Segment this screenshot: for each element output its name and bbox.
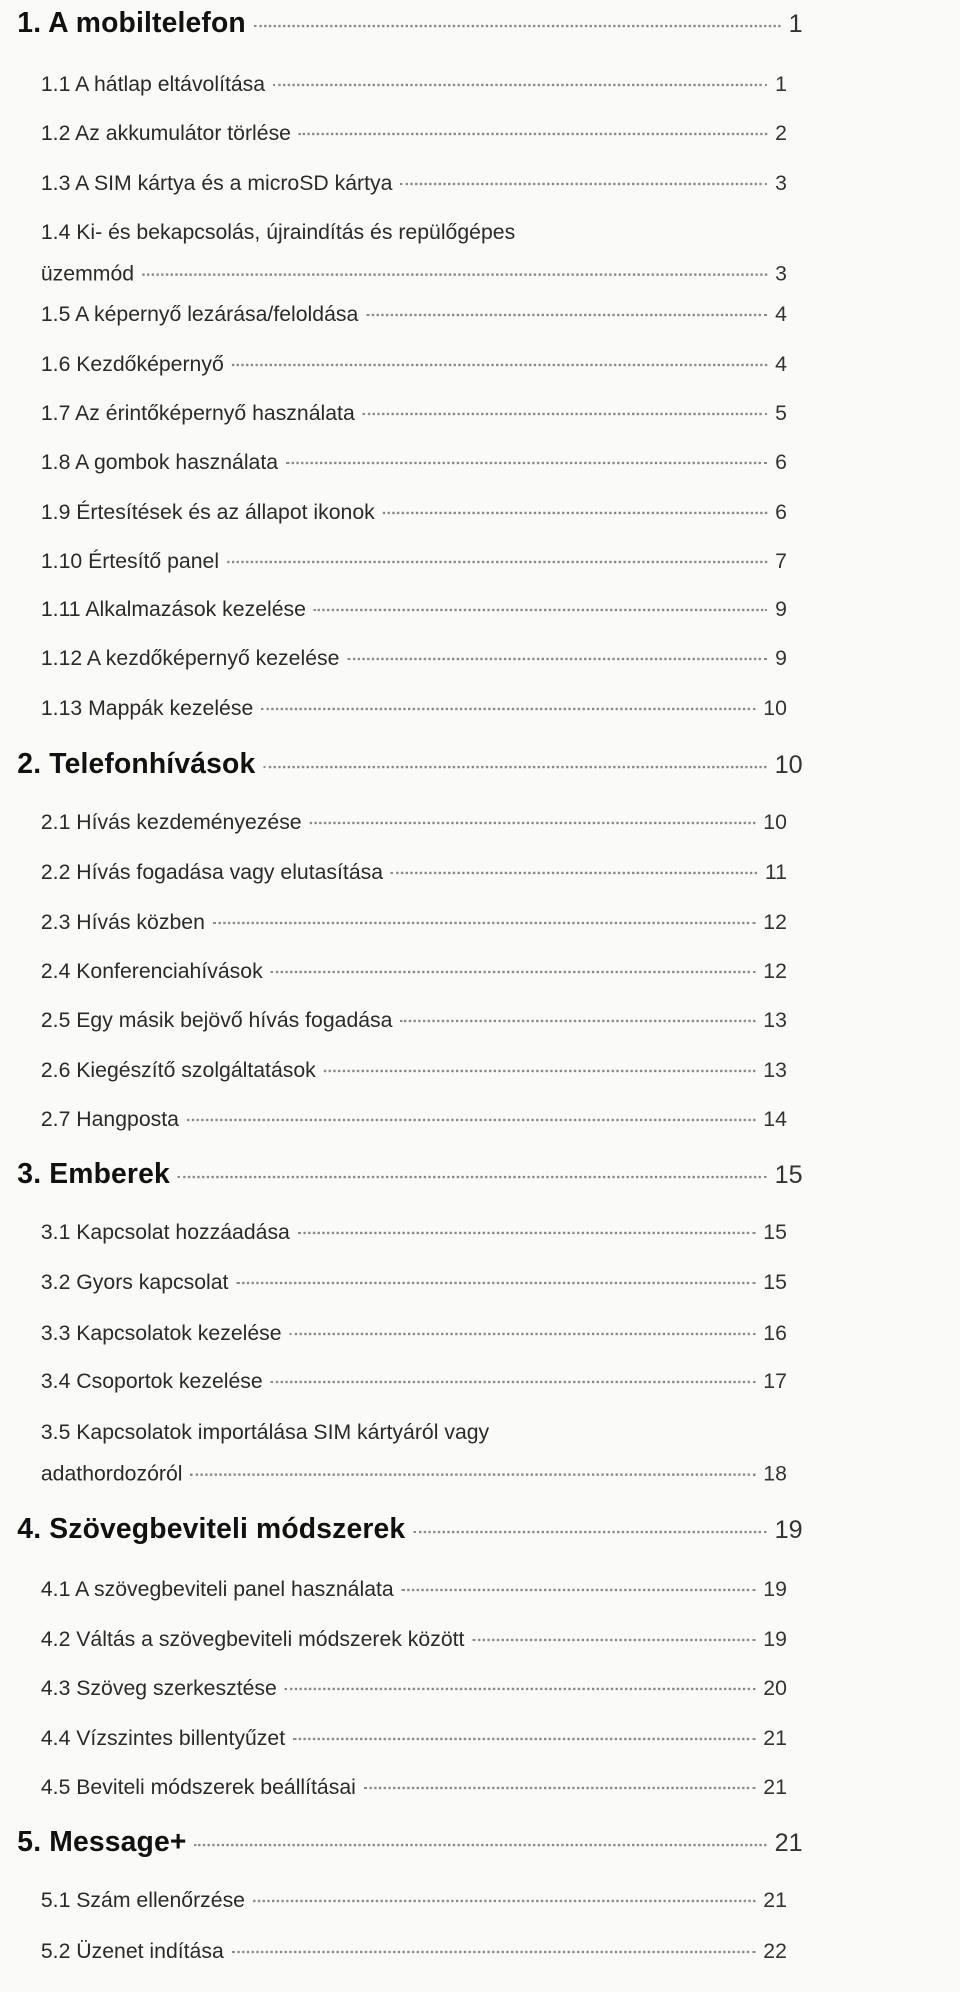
- toc-section[interactable]: [0, 1627, 960, 1651]
- toc-page-number: 6: [775, 500, 787, 524]
- toc-section[interactable]: [0, 1369, 960, 1393]
- toc-chapter[interactable]: [0, 1825, 960, 1858]
- toc-page-number: 14: [763, 1107, 787, 1131]
- dot-leader: [142, 270, 767, 276]
- toc-page-number: 10: [763, 696, 787, 720]
- toc-label: 4.5 Beviteli módszerek beállításai: [40, 1775, 356, 1799]
- toc-page-number: 7: [775, 549, 787, 573]
- toc-label: 2.6 Kiegészítő szolgáltatások: [40, 1058, 316, 1082]
- toc-label: 1.12 A kezdőképernyő kezelése: [40, 646, 340, 670]
- dot-leader: [402, 1586, 756, 1592]
- toc-label: 1.2 Az akkumulátor törlése: [40, 121, 291, 145]
- toc-section[interactable]: [0, 1107, 960, 1131]
- toc-label: 1.6 Kezdőképernyő: [40, 352, 224, 376]
- toc-page-number: 19: [763, 1627, 787, 1651]
- toc-label: 5. Message+: [17, 1825, 187, 1858]
- dot-leader: [271, 968, 756, 974]
- toc-page-number: 6: [775, 450, 787, 474]
- toc-section[interactable]: [0, 220, 960, 286]
- dot-leader: [314, 606, 767, 612]
- toc-label: 4. Szövegbeviteli módszerek: [17, 1512, 406, 1545]
- toc-chapter[interactable]: [0, 1512, 960, 1545]
- toc-page-number: 15: [763, 1220, 787, 1244]
- toc-section[interactable]: [0, 696, 960, 720]
- dot-leader: [299, 130, 767, 136]
- toc-page-number: 9: [775, 646, 787, 670]
- toc-page-number: 15: [763, 1270, 787, 1294]
- toc-section[interactable]: [0, 500, 960, 524]
- toc-section[interactable]: [0, 352, 960, 376]
- toc-section[interactable]: [0, 1775, 960, 1799]
- toc-page-number: 10: [763, 810, 787, 834]
- toc-section[interactable]: [0, 910, 960, 934]
- toc-page-number: 21: [763, 1775, 787, 1799]
- dot-leader: [227, 558, 767, 564]
- toc-label: 3. Emberek: [17, 1157, 170, 1190]
- toc-label: 1.3 A SIM kártya és a microSD kártya: [40, 171, 393, 195]
- toc-label: 5.1 Szám ellenőrzése: [40, 1888, 245, 1912]
- dot-leader: [236, 1279, 755, 1285]
- toc-page-number: 16: [763, 1321, 787, 1345]
- dot-leader: [324, 1067, 756, 1073]
- toc-page-number: 13: [763, 1058, 787, 1082]
- toc-label: 1.5 A képernyő lezárása/feloldása: [40, 302, 359, 326]
- dot-leader: [400, 1017, 755, 1023]
- toc-section[interactable]: [0, 401, 960, 425]
- toc-page-number: 20: [763, 1676, 787, 1700]
- toc-label: 1.7 Az érintőképernyő használata: [40, 401, 355, 425]
- dot-leader: [309, 819, 755, 825]
- toc-page-number: 15: [774, 1160, 803, 1189]
- toc-label: 1.11 Alkalmazások kezelése: [40, 597, 306, 621]
- toc-label: 4.2 Váltás a szövegbeviteli módszerek között: [40, 1627, 465, 1651]
- toc-page-number: 4: [775, 352, 787, 376]
- toc-label: 3.3 Kapcsolatok kezelése: [40, 1321, 282, 1345]
- dot-leader: [472, 1636, 755, 1642]
- dot-leader: [263, 763, 767, 769]
- toc-label: 2.4 Konferenciahívások: [40, 959, 263, 983]
- toc-label: 1.1 A hátlap eltávolítása: [40, 72, 266, 96]
- dot-leader: [400, 180, 767, 186]
- dot-leader: [187, 1116, 756, 1122]
- toc-label: 3.1 Kapcsolat hozzáadása: [40, 1220, 290, 1244]
- toc-page-number: 5: [775, 401, 787, 425]
- toc-page-number: 3: [775, 261, 787, 286]
- toc-label: 2.1 Hívás kezdeményezése: [40, 810, 302, 834]
- dot-leader: [364, 1784, 756, 1790]
- toc-label: 1.10 Értesítő panel: [40, 549, 220, 573]
- dot-leader: [273, 81, 767, 87]
- dot-leader: [289, 1330, 755, 1336]
- toc-label: 2.7 Hangposta: [40, 1107, 179, 1131]
- dot-leader: [271, 1378, 756, 1384]
- toc-section[interactable]: [0, 810, 960, 834]
- dot-leader: [254, 22, 781, 28]
- toc-page-number: 19: [774, 1515, 803, 1544]
- toc-label: 4.1 A szövegbeviteli panel használata: [40, 1577, 394, 1601]
- toc-label: 1.8 A gombok használata: [40, 450, 279, 474]
- toc-page-number: 10: [774, 750, 803, 779]
- toc-label: 3.2 Gyors kapcsolat: [40, 1270, 229, 1294]
- toc-section[interactable]: [0, 549, 960, 573]
- toc-label: üzemmód: [40, 261, 135, 286]
- dot-leader: [366, 311, 767, 317]
- dot-leader: [194, 1841, 766, 1847]
- toc-section[interactable]: [0, 450, 960, 474]
- toc-section[interactable]: [0, 121, 960, 145]
- toc-page-number: 2: [775, 121, 787, 145]
- dot-leader: [413, 1528, 767, 1534]
- toc-label: 1. A mobiltelefon: [17, 6, 246, 39]
- toc-section[interactable]: [0, 1220, 960, 1244]
- dot-leader: [286, 459, 767, 465]
- toc-label: adathordozóról: [40, 1461, 183, 1486]
- dot-leader: [253, 1897, 756, 1903]
- dot-leader: [232, 1948, 756, 1954]
- toc-page-number: 9: [775, 597, 787, 621]
- toc-chapter[interactable]: [0, 1157, 960, 1190]
- toc-page-number: 17: [763, 1369, 787, 1393]
- toc-page-number: 21: [763, 1726, 787, 1750]
- toc-page-number: 11: [764, 860, 787, 884]
- toc-label: 3.4 Csoportok kezelése: [40, 1369, 263, 1393]
- toc-page-number: 12: [763, 959, 787, 983]
- toc-section[interactable]: [0, 1420, 960, 1486]
- toc-label: 2.3 Hívás közben: [40, 910, 205, 934]
- dot-leader: [178, 1173, 767, 1179]
- toc-section[interactable]: [0, 1058, 960, 1082]
- toc-page-number: 18: [763, 1461, 787, 1486]
- toc-label: 2.2 Hívás fogadása vagy elutasítása: [40, 860, 384, 884]
- toc-section[interactable]: [0, 1577, 960, 1601]
- dot-leader: [347, 655, 767, 661]
- toc-label: 4.4 Vízszintes billentyűzet: [40, 1726, 286, 1750]
- toc-page-number: 12: [763, 910, 787, 934]
- toc-page-number: 1: [788, 9, 803, 38]
- toc-page-number: 4: [775, 302, 787, 326]
- toc-chapter[interactable]: [0, 6, 960, 39]
- toc-section[interactable]: [0, 1939, 960, 1963]
- toc-section[interactable]: [0, 72, 960, 96]
- toc-label: 2.5 Egy másik bejövő hívás fogadása: [40, 1008, 393, 1032]
- toc-page-number: 22: [763, 1939, 787, 1963]
- toc-section[interactable]: [0, 1008, 960, 1032]
- toc-label: 1.9 Értesítések és az állapot ikonok: [40, 500, 375, 524]
- toc-chapter[interactable]: [0, 747, 960, 780]
- toc-label: 1.13 Mappák kezelése: [40, 696, 254, 720]
- toc-page-number: 3: [775, 171, 787, 195]
- dot-leader: [298, 1229, 756, 1235]
- dot-leader: [285, 1685, 756, 1691]
- dot-leader: [232, 361, 768, 367]
- dot-leader: [383, 509, 768, 515]
- toc-section[interactable]: [0, 171, 960, 195]
- toc-page-number: 13: [763, 1008, 787, 1032]
- toc-label: 3.5 Kapcsolatok importálása SIM kártyáról vagy: [40, 1420, 490, 1444]
- toc-section[interactable]: [0, 860, 960, 884]
- dot-leader: [190, 1470, 755, 1476]
- toc-section[interactable]: [0, 302, 960, 326]
- toc-label: 4.3 Szöveg szerkesztése: [40, 1676, 277, 1700]
- toc-page-number: 21: [774, 1828, 803, 1857]
- toc-section[interactable]: [0, 959, 960, 983]
- dot-leader: [213, 919, 756, 925]
- toc-section[interactable]: [0, 646, 960, 670]
- toc-label: 5.2 Üzenet indítása: [40, 1939, 224, 1963]
- toc-section[interactable]: [0, 1676, 960, 1700]
- toc-section[interactable]: [0, 1270, 960, 1294]
- toc-section[interactable]: [0, 597, 960, 621]
- toc-page-number: 21: [763, 1888, 787, 1912]
- dot-leader: [363, 410, 768, 416]
- toc-section[interactable]: [0, 1888, 960, 1912]
- toc-label: 1.4 Ki- és bekapcsolás, újraindítás és repülőgépes: [40, 220, 516, 244]
- dot-leader: [261, 705, 755, 711]
- dot-leader: [391, 869, 757, 875]
- dot-leader: [293, 1735, 755, 1741]
- toc-section[interactable]: [0, 1321, 960, 1345]
- toc-page-number: 1: [775, 72, 787, 96]
- toc-page-number: 19: [763, 1577, 787, 1601]
- toc-section[interactable]: [0, 1726, 960, 1750]
- toc-label: 2. Telefonhívások: [17, 747, 256, 780]
